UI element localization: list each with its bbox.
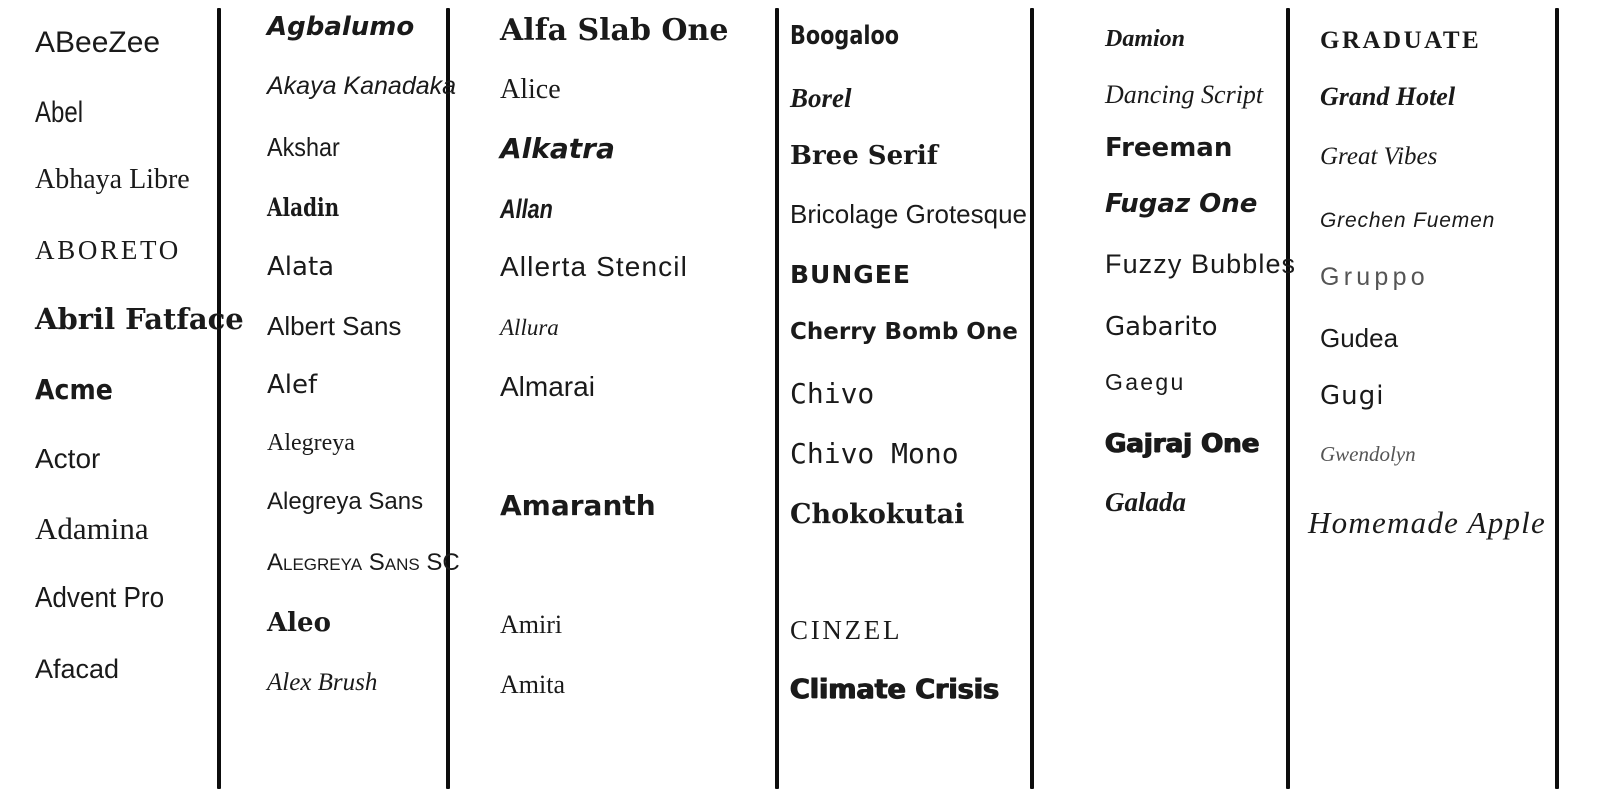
font-sample-grechen-fuemen: Grechen Fuemen xyxy=(1320,209,1496,232)
font-sample-chivo: Chivo xyxy=(790,377,875,410)
font-sample-actor: Actor xyxy=(35,443,101,474)
font-sample-akaya-kanadaka: Akaya Kanadaka xyxy=(267,72,457,100)
font-sample-amita: Amita xyxy=(500,670,565,699)
font-sample-alkatra: Alkatra xyxy=(500,132,615,165)
font-sample-great-vibes: Great Vibes xyxy=(1320,143,1438,170)
font-sample-allura: Allura xyxy=(500,315,559,340)
font-sample-abeezee: ABeeZee xyxy=(35,26,161,59)
font-sample-fuzzy-bubbles: Fuzzy Bubbles xyxy=(1105,249,1297,279)
font-sample-abhaya-libre: Abhaya Libre xyxy=(35,164,190,195)
font-sample-aleo: Aleo xyxy=(267,608,331,638)
font-sample-bree-serif: Bree Serif xyxy=(790,141,938,171)
column-divider-6 xyxy=(1555,8,1559,789)
font-sample-bungee: BUNGEE xyxy=(790,260,911,289)
font-sample-chokokutai: Chokokutai xyxy=(790,499,965,530)
font-sample-aladin: Aladin xyxy=(267,193,340,222)
font-sample-homemade-apple: Homemade Apple xyxy=(1308,505,1547,540)
column-divider-3 xyxy=(775,8,779,789)
font-sample-gabarito: Gabarito xyxy=(1105,312,1218,342)
font-sample-gruppo: Gruppo xyxy=(1320,263,1429,291)
font-sample-gwendolyn: Gwendolyn xyxy=(1320,442,1416,466)
font-sample-gaegu: Gaegu xyxy=(1105,369,1186,395)
font-sample-akshar: Akshar xyxy=(267,132,340,162)
font-sample-afacad: Afacad xyxy=(35,654,120,684)
font-sample-climate-crisis: Climate Crisis xyxy=(790,674,1000,705)
font-sample-adamina: Adamina xyxy=(35,511,149,546)
font-sample-galada: Galada xyxy=(1105,487,1186,517)
font-sample-gudea: Gudea xyxy=(1320,323,1399,353)
font-sample-allerta-stencil: Allerta Stencil xyxy=(500,251,688,282)
font-sample-alfa-slab-one: Alfa Slab One xyxy=(500,13,729,48)
font-sample-abel: Abel xyxy=(35,96,84,129)
font-sample-almarai: Almarai xyxy=(500,371,595,402)
font-sample-grand-hotel: Grand Hotel xyxy=(1320,82,1456,111)
font-sample-aboreto: ABORETO xyxy=(35,235,181,265)
font-sample-gugi: Gugi xyxy=(1320,381,1385,411)
font-sample-freeman: Freeman xyxy=(1105,133,1233,163)
font-sample-alef: Alef xyxy=(267,370,318,400)
font-sample-graduate: GRADUATE xyxy=(1320,27,1482,54)
font-sample-alice: Alice xyxy=(500,74,561,105)
font-sample-acme: Acme xyxy=(35,373,113,406)
font-sample-albert-sans: Albert Sans xyxy=(267,311,402,341)
font-sample-boogaloo: Boogaloo xyxy=(790,21,900,51)
font-sample-amaranth: Amaranth xyxy=(500,489,656,522)
font-sample-dancing-script: Dancing Script xyxy=(1105,80,1264,109)
font-sample-abril-fatface: Abril Fatface xyxy=(35,302,244,336)
font-sample-bricolage-grotesque: Bricolage Grotesque xyxy=(790,199,1028,229)
font-sample-cherry-bomb-one: Cherry Bomb One xyxy=(790,319,1018,345)
font-sample-borel: Borel xyxy=(790,83,852,113)
font-sample-damion: Damion xyxy=(1105,26,1186,52)
font-sample-chivo-mono: Chivo Mono xyxy=(790,437,959,470)
column-divider-5 xyxy=(1286,8,1290,789)
column-divider-1 xyxy=(217,8,221,789)
font-sample-alegreya-sans-sc: Alegreya Sans SC xyxy=(267,549,460,576)
column-divider-2 xyxy=(446,8,450,789)
font-sample-alegreya-sans: Alegreya Sans xyxy=(267,488,424,515)
font-sample-amiri: Amiri xyxy=(500,610,563,639)
font-sample-gajraj-one: Gajraj One xyxy=(1105,429,1260,459)
font-sample-allan: Allan xyxy=(500,194,553,224)
font-sample-fugaz-one: Fugaz One xyxy=(1105,189,1258,219)
column-divider-4 xyxy=(1030,8,1034,789)
font-sample-alex-brush: Alex Brush xyxy=(267,669,378,696)
font-sample-alegreya: Alegreya xyxy=(267,430,355,456)
font-sample-cinzel: CINZEL xyxy=(790,615,903,645)
font-sample-agbalumo: Agbalumo xyxy=(267,12,415,42)
font-sample-alata: Alata xyxy=(267,252,335,282)
font-sample-advent-pro: Advent Pro xyxy=(35,582,165,614)
